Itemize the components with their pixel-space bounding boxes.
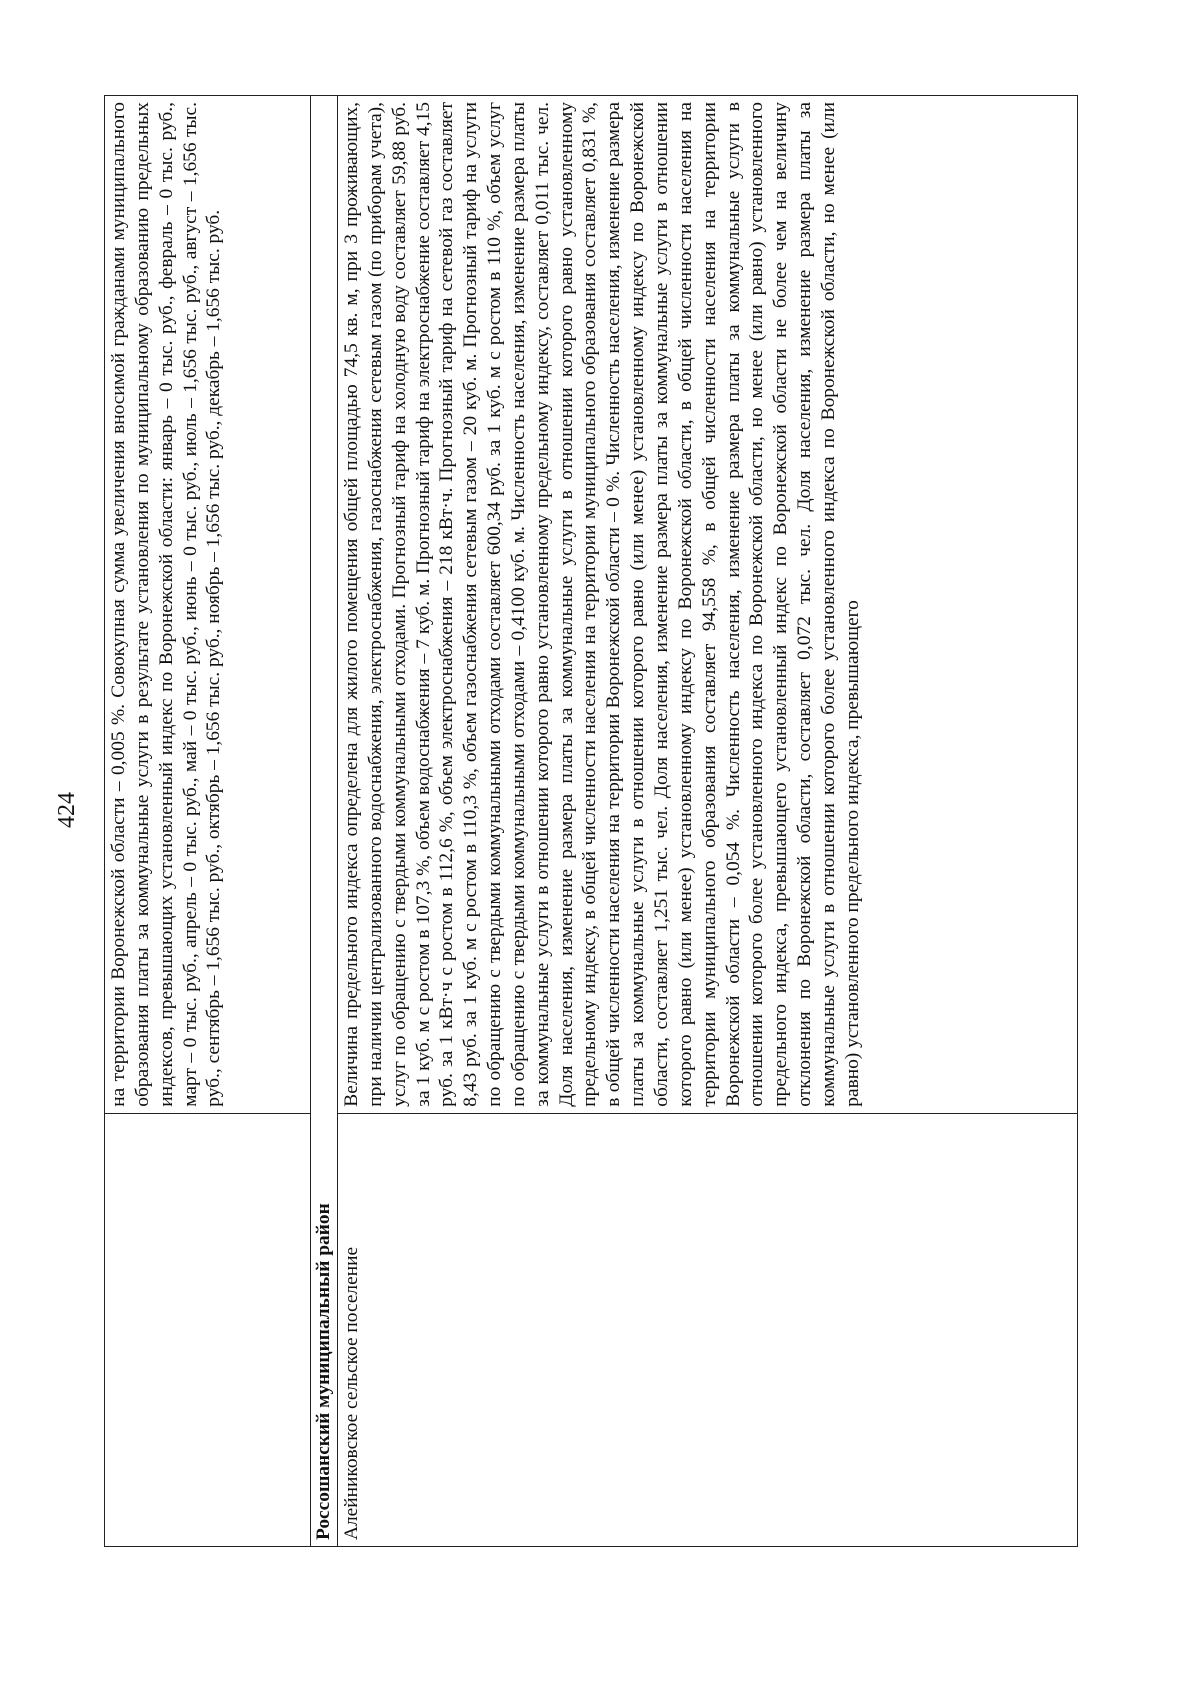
table-row-region bbox=[311, 96, 338, 1547]
page-number: 424 bbox=[53, 792, 80, 828]
municipality-name-cell: Алейниковское сельское поселение bbox=[338, 1113, 1078, 1546]
region-title: Россошанский муниципальный район bbox=[311, 96, 338, 1547]
tariff-table bbox=[104, 95, 1078, 1547]
index-description-cell: на территории Воронежской области – 0,005 %. Совокупная сумма увеличения вносимой гражданами муниципального образования платы за коммунальные услуги в результате установления по муниципальному образованию предельных индексов, превышающих установленный индекс по Воронежской области: январь – 0 тыс. руб., февраль – 0 тыс. руб., март – 0 тыс. руб., апрель – 0 тыс. руб., май – 0 тыс. руб., июнь – 0 тыс. руб., июль – 1,656 тыс. руб., август – 1,656 тыс. руб., сентябрь – 1,656 тыс. руб., октябрь – 1,656 тыс. руб., ноябрь – 1,656 тыс. руб., декабрь – 1,656 тыс. руб. bbox=[105, 96, 311, 1114]
index-description-cell: Величина предельного индекса определена для жилого помещения общей площадью 74,5 кв. м, при 3 проживающих, при наличии централизованного водоснабжения, электроснабжения, газоснабжения сетевым газом (по приборам учета), услуг по обращению с твердыми коммунальными отходами. Прогнозный тариф на холодную воду составляет 59,88 руб. за 1 куб. м с ростом в 107,3 %, объем водоснабжения – 7 куб. м. Прогнозный тариф на электроснабжение составляет 4,15 руб. за 1 кВт·ч с ростом в 112,6 %, объем электроснабжения – 218 кВт·ч. Прогнозный тариф на сетевой газ составляет 8,43 руб. за 1 куб. м с ростом в 110,3 %, объем газоснабжения сетевым газом – 20 куб. м. Прогнозный тариф на услуги по обращению с твердыми коммунальными отходами составляет 600,34 руб. за 1 куб. м с ростом в 110 %, объем услуг по обращению с твердыми коммунальными отходами – 0,4100 куб. м. Численность населения, изменение размера платы за коммунальные услуги в отношении которого равно установленному предельному индексу, составляет 0,011 тыс. чел. Доля населения, изменение размера платы за коммунальные услуги в отношении которого равно установленному предельному индексу, в общей численности населения на территории муниципального образования составляет 0,831 %, в общей численности населения на территории Воронежской области – 0 %. Численность населения, изменение размера платы за коммунальные услуги в отношении которого равно (или менее) установленному индексу по Воронежской области, составляет 1,251 тыс. чел. Доля населения, изменение размера платы за коммунальные услуги в отношении которого равно (или менее) установленному индексу по Воронежской области, в общей численности населения на территории муниципального образования составляет 94,558 %, в общей численности населения на территории Воронежской области – 0,054 %. Численность населения, изменение размера платы за коммунальные услуги в отношении которого более установленного индекса по Воронежской области, но менее (или равно) установленного предельного индекса, превышающего установленный индекс по Воронежской области не более чем на величину отклонения по Воронежской области, составляет 0,072 тыс. чел. Доля населения, изменение размера платы за коммунальные услуги в отношении которого более установленного индекса по Воронежской области, но менее (или равно) установленного предельного индекса, превышающего bbox=[338, 96, 1078, 1114]
table-row-main bbox=[338, 96, 1078, 1547]
municipality-name-cell bbox=[105, 1113, 311, 1546]
table-row-previous bbox=[105, 96, 311, 1547]
rotated-document-frame bbox=[104, 95, 1078, 1547]
